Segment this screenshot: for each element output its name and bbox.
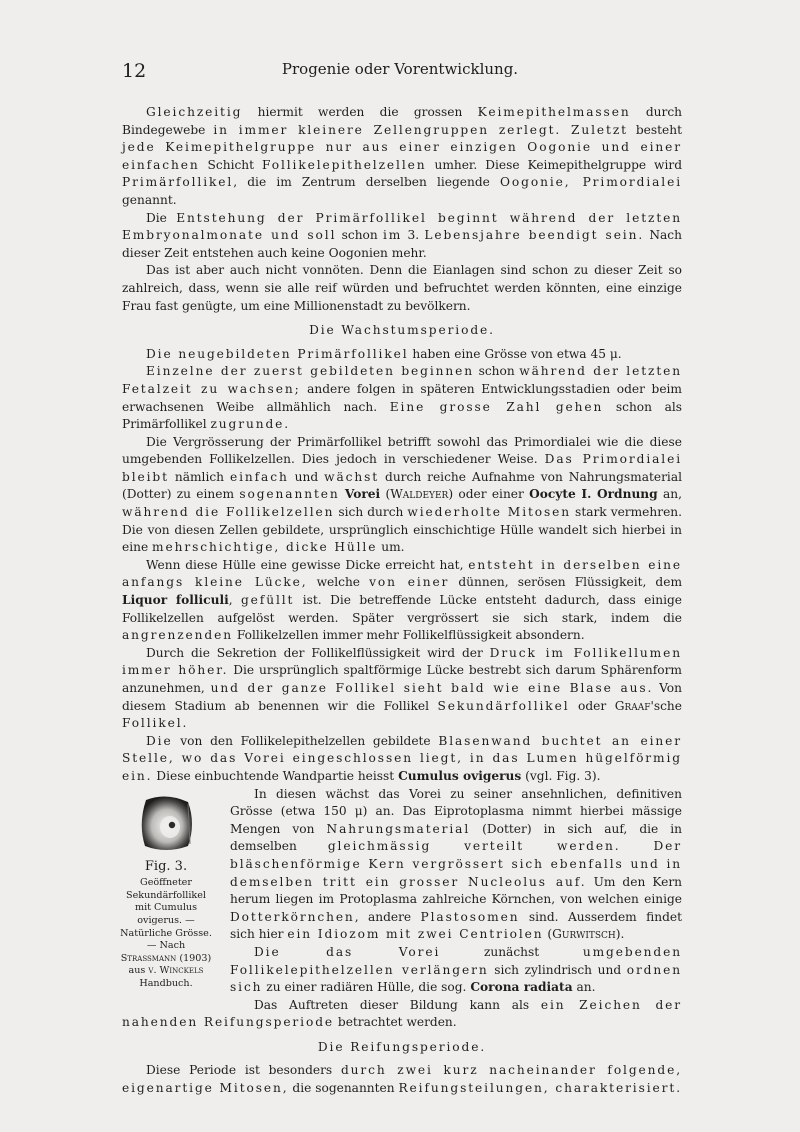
paragraph: Das ist aber auch nicht vonnöten. Denn die Eianlagen sind schon zu dieser Zeit so zahlreich, dass, wenn sie alle reif würden und befruchtet werden könnten, eine einzige Frau fast genügte, um eine Millionenstadt zu bevölkern. bbox=[122, 263, 682, 313]
text: wächst bbox=[324, 469, 380, 484]
text: Eine grosse Zahl gehen bbox=[389, 399, 604, 414]
text: und der ganze Follikel sieht bald wie eine Blase aus. bbox=[210, 681, 654, 695]
text: Oogonie, Primordialei bbox=[500, 175, 682, 190]
text: an. bbox=[572, 980, 596, 995]
text: durch reiche Aufnahme von Nahrungsmaterial (Dotter) zu einem bbox=[122, 469, 682, 502]
text: einfach bbox=[229, 469, 289, 484]
text: Reifungsteilungen, charakterisiert. bbox=[398, 1081, 682, 1096]
figure-caption bbox=[118, 877, 214, 990]
text: Handbuch. bbox=[139, 977, 193, 989]
text: umher. Diese Keimepithelgruppe wird bbox=[426, 157, 683, 172]
text: die sogenannten bbox=[288, 1081, 399, 1096]
page-number: 12 bbox=[122, 60, 147, 82]
text: Nach dieser Zeit entstehen auch keine Oogonien mehr. bbox=[122, 228, 682, 260]
text: Die das Vorei bbox=[254, 944, 441, 959]
text: . bbox=[182, 716, 187, 731]
text: Strassmann bbox=[120, 952, 177, 964]
text: Follikel bbox=[122, 716, 183, 731]
text: Follikelzellen immer mehr Follikelflüssigkeit absondern. bbox=[232, 628, 585, 643]
text: entsteht in derselben eine anfangs kleine Lücke, bbox=[122, 557, 682, 590]
text: Um den Kern herum liegen im Protoplasma zahlreiche Körnchen, von welchen einige bbox=[230, 874, 682, 907]
text: Die Vergrösserung der Primärfollikel betrifft sowohl das Primordialei wie die diese umgebenden Follikelzellen. Dies jedoch in verschiedener Weise. bbox=[122, 434, 682, 467]
text: wiederholte Mitosen bbox=[407, 505, 572, 520]
text: gefüllt bbox=[240, 593, 295, 608]
text: Primärfollikel bbox=[122, 175, 234, 190]
text: an, bbox=[657, 487, 682, 502]
text: ). bbox=[615, 927, 625, 942]
figure bbox=[118, 794, 214, 991]
text: von den Follikelepithelzellen gebildete bbox=[172, 733, 439, 748]
text: Die bbox=[146, 210, 177, 225]
text: ein Zeichen der nahenden Reifungsperiode bbox=[122, 997, 682, 1030]
text: Entstehung der Primärfollikel beginnt während der letzten Embryonalmonate und soll bbox=[122, 210, 682, 243]
text: v. Winckels bbox=[148, 965, 204, 977]
text: genannt. bbox=[122, 192, 177, 207]
text: Das Primordialei bleibt bbox=[122, 452, 683, 484]
text: Waldeyer bbox=[390, 487, 449, 502]
text: zugrunde. bbox=[210, 417, 291, 432]
text: jede Keimepithelgruppe nur aus einer einzigen Oogonie und einer einfachen bbox=[122, 140, 682, 172]
text: Liquor folliculi bbox=[122, 593, 229, 608]
text: nämlich bbox=[168, 469, 230, 484]
text: betrachtet werden. bbox=[334, 1015, 457, 1030]
text: um. bbox=[377, 540, 405, 555]
text: Die bbox=[146, 733, 173, 748]
text: ( bbox=[380, 487, 391, 502]
text: Vorei bbox=[344, 487, 381, 502]
running-title: Progenie oder Vorentwicklung. bbox=[281, 60, 519, 78]
text: ) oder einer bbox=[448, 487, 530, 502]
text: während die Follikelzellen bbox=[122, 505, 335, 520]
text: (vgl. Fig. 3). bbox=[521, 768, 601, 783]
text: sich durch bbox=[334, 505, 408, 520]
text: welche bbox=[307, 575, 370, 590]
text: sich zylindrisch und bbox=[488, 962, 627, 977]
text: schon als Primärfollikel bbox=[122, 399, 682, 432]
paragraph bbox=[122, 346, 682, 364]
text: durch zwei kurz nacheinander folgende, eigenartige Mitosen, bbox=[122, 1063, 683, 1096]
text: Geöffneter Sekundärfollikel mit Cumulus ovigerus. — Natürliche Grösse. — Nach bbox=[120, 877, 212, 952]
paragraph bbox=[122, 434, 682, 557]
text: Diese Periode ist besonders bbox=[146, 1063, 341, 1078]
text: Blasenwand buchtet an einer Stelle, wo das Vorei eingeschlossen liegt, in das Lumen hügelförmig ein. bbox=[122, 733, 682, 783]
text: In diesen wächst das Vorei zu seiner ansehnlichen, definitiven Grösse (etwa 150 μ) an. Das Eiprotoplasma nimmt hierbei mässige Mengen von bbox=[230, 786, 682, 836]
text: dünnen, serösen Flüssigkeit, dem bbox=[449, 575, 682, 590]
paragraph bbox=[122, 210, 682, 263]
text: , andere bbox=[354, 909, 421, 924]
text: , die im Zentrum derselben liegende bbox=[233, 175, 501, 190]
text: , bbox=[228, 593, 241, 608]
follicle-figure-icon bbox=[136, 794, 196, 854]
paragraph bbox=[122, 557, 682, 645]
paragraph bbox=[122, 645, 682, 733]
text: Diese einbuchtende Wandpartie heisst bbox=[152, 768, 399, 783]
text: Corona radiata bbox=[470, 980, 573, 995]
text: gleichmässig verteilt werden. Der bläschenförmige Kern vergrössert sich ebenfalls und in demselben tritt ein grosser Nucleolus auf. bbox=[230, 839, 682, 889]
text: Oocyte I. Ordnung bbox=[529, 487, 658, 502]
text: schon bbox=[336, 228, 383, 243]
paragraph bbox=[122, 363, 682, 433]
text: andere folgen in späteren Entwicklungsstadien oder beim erwachsenen Weibe allmählich nach. bbox=[122, 381, 682, 414]
text: Follikelepithelzellen bbox=[262, 157, 427, 172]
text: mehrschichtige, dicke Hülle bbox=[152, 540, 378, 555]
text: sogenannten bbox=[239, 487, 340, 502]
text: von einer bbox=[369, 575, 450, 590]
text: in immer kleinere Zellengruppen zerlegt. Zuletzt bbox=[213, 122, 628, 137]
text: durch Bindegewebe bbox=[122, 105, 683, 137]
text: Keimepithelmassen bbox=[477, 105, 631, 119]
text: Das Auftreten dieser Bildung kann als bbox=[254, 997, 541, 1012]
text: Die ursprünglich spaltförmige Lücke bestrebt sich darum Sphärenform anzunehmen, bbox=[122, 663, 682, 695]
text: sind. Ausserdem findet sich hier bbox=[230, 909, 682, 942]
text: Lebensjahre beendigt sein. bbox=[424, 228, 645, 243]
text: Die neugebildeten Primärfollikel bbox=[146, 346, 409, 361]
text: angrenzenden bbox=[122, 628, 233, 643]
text: Schicht bbox=[199, 157, 263, 172]
text: zunächst bbox=[440, 944, 583, 959]
text: ein Idiozom mit zwei Centriolen bbox=[287, 927, 544, 942]
text: Druck im Follikellumen immer höher. bbox=[122, 645, 682, 678]
text: Wenn diese Hülle eine gewisse Dicke erreicht hat, bbox=[146, 557, 469, 572]
text: ( bbox=[543, 927, 553, 942]
paragraph bbox=[122, 733, 682, 786]
text: Von diesem Stadium ab benennen wir die Follikel bbox=[122, 681, 682, 713]
text: zu einer radiären Hülle, die sog. bbox=[262, 980, 471, 995]
text: während der letzten Fetalzeit zu wachsen; bbox=[122, 364, 682, 396]
text: umgebenden Follikelepithelzellen verlängern bbox=[230, 944, 682, 977]
text: besteht bbox=[627, 122, 683, 137]
text: ist. Die betreffende Lücke entsteht dadurch, dass einige Follikelzellen aufgelöst werden. Später vergrössert sie sich stark, indem die bbox=[122, 593, 682, 625]
text: und bbox=[288, 469, 325, 484]
text: Sekundärfollikel bbox=[437, 698, 570, 713]
section-heading: Die Reifungsperiode. bbox=[317, 1039, 487, 1054]
text: Einzelne der zuerst gebildeten beginnen bbox=[146, 364, 474, 379]
text: (Dotter) in sich auf, die in demselben bbox=[230, 821, 682, 854]
text: stark vermehren. Die von diesen Zellen gebildete, ursprünglich einschichtige Hülle wandelt sich hierbei in eine bbox=[122, 505, 683, 555]
text: Nahrungsmaterial bbox=[326, 821, 471, 836]
text: (1903) aus bbox=[128, 952, 212, 977]
text: schon bbox=[474, 364, 520, 379]
text: 'sche bbox=[650, 698, 682, 713]
text: im bbox=[382, 228, 403, 243]
text: ordnen sich bbox=[230, 962, 682, 995]
text: Gleichzeitig bbox=[146, 105, 243, 119]
body-text bbox=[122, 104, 682, 1098]
text: hiermit werden die grossen bbox=[242, 105, 478, 119]
paragraph bbox=[122, 1062, 682, 1097]
text: Plastosomen bbox=[420, 909, 520, 924]
text: oder bbox=[569, 698, 615, 713]
text: Gurwitsch bbox=[552, 927, 616, 942]
text: Graaf bbox=[614, 698, 651, 713]
figure-label: Fig. 3. bbox=[144, 858, 188, 874]
text: 3. bbox=[402, 228, 425, 243]
section-heading: Die Wachstumsperiode. bbox=[309, 323, 495, 338]
paragraph bbox=[122, 104, 682, 210]
text: Dotterkörnchen bbox=[230, 909, 355, 924]
text: haben eine Grösse von etwa 45 μ. bbox=[408, 346, 622, 361]
paragraph bbox=[122, 997, 682, 1032]
text: Cumulus ovigerus bbox=[398, 768, 522, 783]
text: Durch die Sekretion der Follikelflüssigkeit wird der bbox=[146, 645, 490, 660]
